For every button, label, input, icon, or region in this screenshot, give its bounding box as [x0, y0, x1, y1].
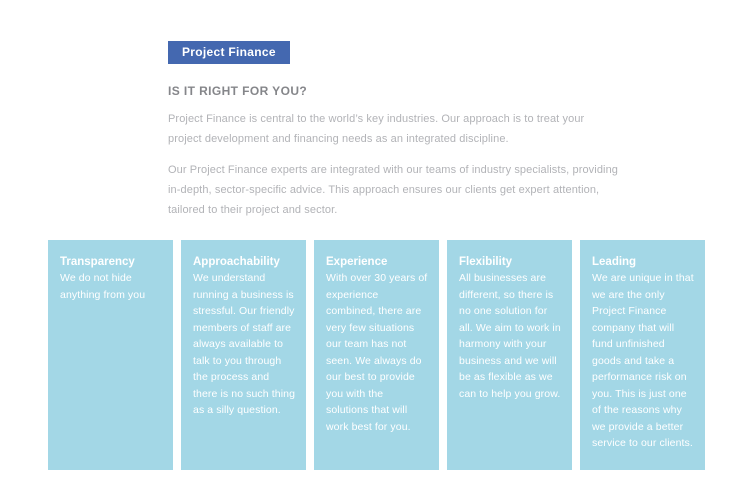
- card-title: Flexibility: [459, 256, 513, 268]
- card-approachability: [181, 240, 306, 470]
- card-transparency: [48, 240, 173, 470]
- card-title: Transparency: [60, 256, 135, 268]
- intro-section: [0, 0, 748, 220]
- card-title: Approachability: [193, 256, 280, 268]
- card-experience: [314, 240, 439, 470]
- card-title: Experience: [326, 256, 388, 268]
- section-heading: IS IT RIGHT FOR YOU?: [168, 84, 308, 98]
- intro-paragraph-1: Project Finance is central to the world’s key industries. Our approach is to treat your project development and financing needs as an integrated discipline.: [168, 113, 585, 145]
- intro-paragraph-2: Our Project Finance experts are integrated with our teams of industry specialists, providing in-depth, sector-specific advice. This approach ensures our clients get expert attention, tailored to their project and sector.: [168, 164, 619, 216]
- card-flexibility: [447, 240, 572, 470]
- card-leading: [580, 240, 705, 470]
- card-title: Leading: [592, 256, 637, 268]
- project-finance-tag-button[interactable]: Project Finance: [168, 41, 290, 64]
- card-body: We are unique in that we are the only Project Finance company that will fund unfinished goods and take a performance risk on you. This is just one of the reasons why we provide a better service to our clients.: [592, 272, 694, 449]
- card-body: All businesses are different, so there is no one solution for all. We aim to work in harmony with your business and we will be as flexible as we can to help you grow.: [459, 272, 561, 400]
- card-body: We do not hide anything from you: [60, 272, 146, 301]
- card-body: With over 30 years of experience combined, there are very few situations our team has not seen. We always do our best to provide you with the solutions that will work best for you.: [326, 272, 428, 433]
- feature-cards-row: [48, 240, 704, 470]
- card-body: We understand running a business is stressful. Our friendly members of staff are always available to talk to you through the process and there is no such thing as a silly question.: [193, 272, 296, 416]
